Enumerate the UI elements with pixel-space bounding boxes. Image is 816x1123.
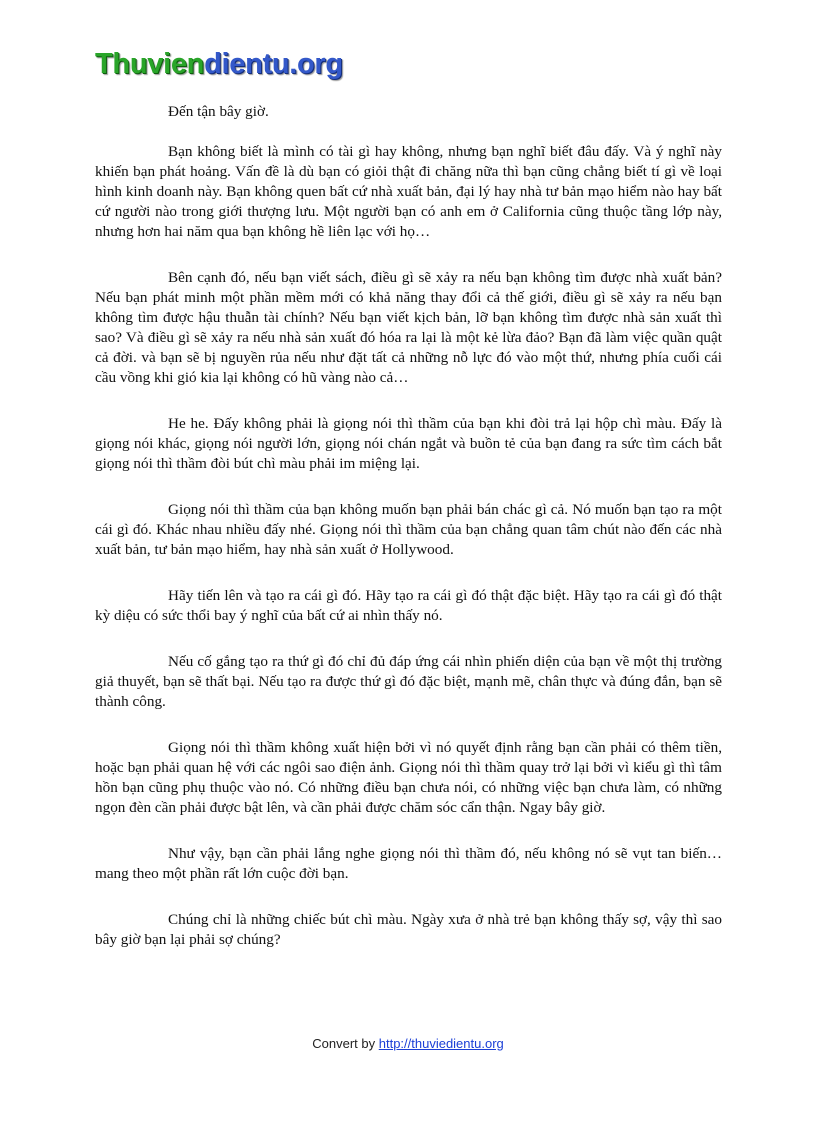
logo-part-2: dientu.org xyxy=(204,48,343,80)
document-body xyxy=(95,102,722,950)
paragraph: Như vậy, bạn cần phải lắng nghe giọng nói thì thầm đó, nếu không nó sẽ vụt tan biến… mang theo một phần rất lớn cuộc đời bạn. xyxy=(95,845,722,882)
paragraph: Giọng nói thì thầm của bạn không muốn bạn phải bán chác gì cả. Nó muốn bạn tạo ra một cái gì đó. Khác nhau nhiều đấy nhé. Giọng nói thì thầm của bạn chẳng quan tâm chút nào đến các nhà xuất bản, tư bản mạo hiểm, hay nhà sản xuất ở Hollywood. xyxy=(95,501,722,558)
paragraph: Chúng chỉ là những chiếc bút chì màu. Ngày xưa ở nhà trẻ bạn không thấy sợ, vậy thì sao bây giờ bạn lại phải sợ chúng? xyxy=(95,911,722,948)
footer-prefix: Convert by xyxy=(312,1036,376,1051)
paragraph: Bạn không biết là mình có tài gì hay không, nhưng bạn nghĩ biết đâu đấy. Và ý nghĩ này khiến bạn phát hoảng. Vấn đề là dù bạn có giỏi thật đi chăng nữa thì bạn cũng chẳng biết tí gì về loại hình kinh doanh này. Bạn không quen bất cứ nhà xuất bản, đại lý hay nhà tư bản mạo hiểm nào hay bất cứ người nào trong giới thượng lưu. Một người bạn có anh em ở California cũng thuộc tầng lớp này, nhưng hơn hai năm qua bạn không hề liên lạc với họ… xyxy=(95,143,722,240)
page-footer xyxy=(0,1036,816,1051)
footer-link[interactable]: http://thuviedientu.org xyxy=(378,1036,504,1051)
paragraph: Giọng nói thì thầm không xuất hiện bởi vì nó quyết định rằng bạn cần phải có thêm tiền, hoặc bạn phải quan hệ với các ngôi sao điện ảnh. Giọng nói thì thầm quay trở lại bởi vì kiểu gì thì tâm hồn bạn cũng phụ thuộc vào nó. Có những điều bạn chưa nói, có những việc bạn chưa làm, có những ngọn đèn cần phải được bật lên, và cần phải được chăm sóc cẩn thận. Ngay bây giờ. xyxy=(95,739,722,816)
paragraph: He he. Đấy không phải là giọng nói thì thầm của bạn khi đòi trả lại hộp chì màu. Đấy là giọng nói khác, giọng nói người lớn, giọng nói chán ngắt và buồn tẻ của bạn đang ra sức tìm cách bắt giọng nói thì thầm đòi bút chì màu phải im miệng lại. xyxy=(95,415,722,472)
paragraph: Bên cạnh đó, nếu bạn viết sách, điều gì sẽ xảy ra nếu bạn không tìm được nhà xuất bản? Nếu bạn phát minh một phần mềm mới có khả năng thay đổi cả thế giới, điều gì sẽ xảy ra nếu bạn không tìm được hậu thuẫn tài chính? Nếu bạn viết kịch bản, lỡ bạn không tìm được nhà sản xuất thì sao? Và điều gì sẽ xảy ra nếu nhà sản xuất đó hóa ra lại là một kẻ lừa đảo? Bạn đã làm việc quần quật cả đời. và bạn sẽ bị nguyền rủa nếu như đặt tất cả những nỗ lực đó vào một thứ, nhưng phía cuối cái cầu vồng khi gió kia lại không có hũ vàng nào cả… xyxy=(95,269,722,386)
paragraph: Hãy tiến lên và tạo ra cái gì đó. Hãy tạo ra cái gì đó thật đặc biệt. Hãy tạo ra cái gì đó thật kỳ diệu có sức thổi bay ý nghĩ của bất cứ ai nhìn thấy nó. xyxy=(95,587,722,624)
logo-part-1: Thuvien xyxy=(95,48,205,80)
site-logo xyxy=(95,46,343,82)
intro-line: Đến tận bây giờ. xyxy=(168,103,269,120)
paragraph: Nếu cố gắng tạo ra thứ gì đó chỉ đủ đáp ứng cái nhìn phiến diện của bạn về một thị trường giả thuyết, bạn sẽ thất bại. Nếu tạo ra được thứ gì đó đặc biệt, mạnh mẽ, chân thực và đúng đắn, bạn sẽ thành công. xyxy=(95,653,722,710)
